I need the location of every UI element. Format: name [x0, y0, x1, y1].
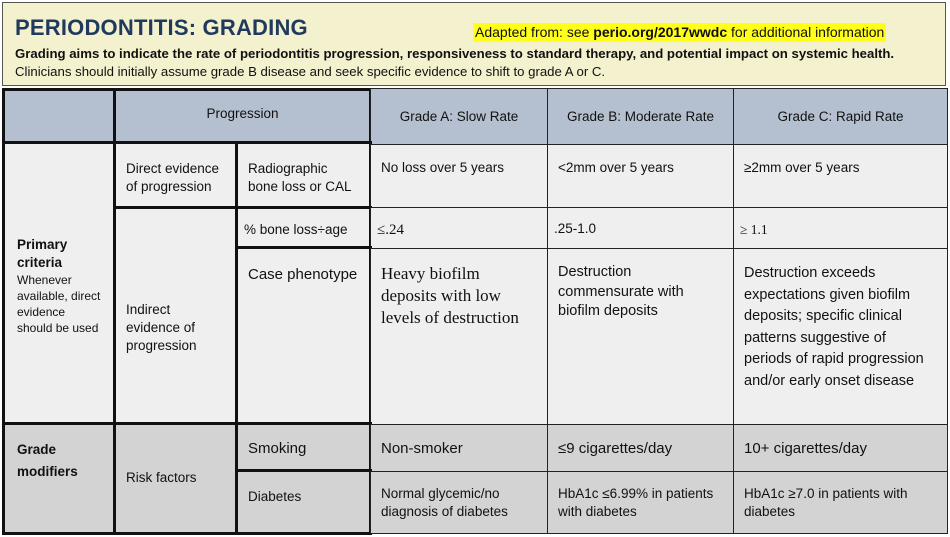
- grade-modifiers-label: Grade modifiers: [2, 422, 116, 535]
- subtitle-bold: Grading aims to indicate the rate of periodontitis progression, responsiveness to standard therapy, and potential impact on systemic health.: [15, 46, 895, 61]
- bone-loss-grade-b: .25-1.0: [547, 207, 734, 249]
- header-grade-a: Grade A: Slow Rate: [370, 88, 548, 145]
- subtitle: Clinicians should initially assume grade B disease and seek specific evidence to shift to grade A or C.: [15, 64, 606, 79]
- primary-criteria-note: Whenever available, direct evidence should be used: [17, 273, 101, 335]
- direct-grade-b: <2mm over 5 years: [547, 144, 734, 208]
- indirect-evidence-label: Indirect evidence of progression: [113, 206, 238, 425]
- diabetes-grade-c: HbA1c ≥7.0 in patients with diabetes: [733, 471, 948, 534]
- bone-loss-grade-a: ≤.24: [370, 207, 548, 249]
- risk-factors-label: Risk factors: [113, 422, 238, 535]
- phenotype-grade-a: Heavy biofilm deposits with low levels of destruction: [370, 248, 548, 425]
- direct-evidence-label: Direct evidence of progression: [113, 141, 238, 209]
- header-grade-c: Grade C: Rapid Rate: [733, 88, 948, 145]
- header-banner: [2, 2, 946, 86]
- page-title: PERIODONTITIS: GRADING: [15, 15, 308, 40]
- source-link[interactable]: perio.org/2017wwdc: [593, 24, 728, 40]
- diabetes-grade-b: HbA1c ≤6.99% in patients with diabetes: [547, 471, 734, 534]
- smoking-grade-c: 10+ cigarettes/day: [733, 424, 948, 472]
- smoking-grade-b: ≤9 cigarettes/day: [547, 424, 734, 472]
- direct-grade-c: ≥2mm over 5 years: [733, 144, 948, 208]
- header-progression: Progression: [113, 88, 372, 144]
- diabetes-measure: Diabetes: [235, 469, 372, 535]
- smoking-grade-a: Non-smoker: [370, 424, 548, 472]
- bone-loss-age-measure: % bone loss÷age: [235, 206, 372, 249]
- diabetes-grade-a: Normal glycemic/no diagnosis of diabetes: [370, 471, 548, 534]
- header-blank-cell: [2, 88, 116, 144]
- direct-grade-a: No loss over 5 years: [370, 144, 548, 208]
- radiographic-measure: Radiographic bone loss or CAL: [235, 141, 372, 209]
- phenotype-grade-b: Destruction commensurate with biofilm deposits: [547, 248, 734, 425]
- primary-criteria-label: Primary criteria: [17, 237, 68, 270]
- primary-criteria-cell: [2, 141, 116, 425]
- bone-loss-grade-c: ≥ 1.1: [733, 207, 948, 249]
- source-note: Adapted from: see perio.org/2017wwdc for additional information: [475, 24, 885, 40]
- case-phenotype-measure: Case phenotype: [235, 246, 372, 425]
- phenotype-grade-c: Destruction exceeds expectations given biofilm deposits; specific clinical patterns suggestive of periods of rapid progression and/or early onset disease: [733, 248, 948, 425]
- smoking-measure: Smoking: [235, 422, 372, 472]
- header-grade-b: Grade B: Moderate Rate: [547, 88, 734, 145]
